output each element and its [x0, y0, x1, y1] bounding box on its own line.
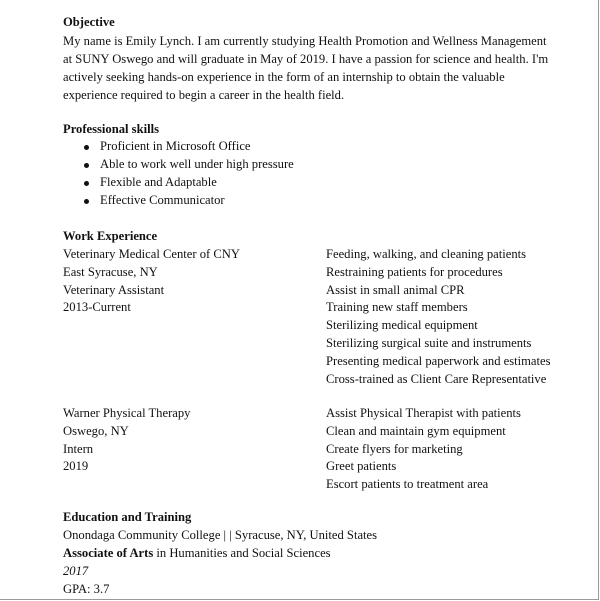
job-employer: Veterinary Medical Center of CNY: [63, 247, 240, 261]
duty-item: Cross-trained as Client Care Representative: [326, 371, 547, 386]
education-gpa: GPA: 3.7: [63, 582, 110, 596]
education-year: 2017: [63, 564, 89, 578]
skills-heading: Professional skills: [63, 122, 159, 136]
job-1-details: [63, 246, 240, 317]
bullet-icon: [84, 181, 89, 186]
duty-item: Assist Physical Therapist with patients: [326, 406, 521, 420]
duty-item: Clean and maintain gym equipment: [326, 423, 506, 438]
duty-item: Presenting medical paperwork and estimates: [326, 353, 551, 368]
skill-item: Able to work well under high pressure: [63, 156, 294, 174]
degree-field: in Humanities and Social Sciences: [153, 546, 331, 560]
duty-item: Restraining patients for procedures: [326, 264, 503, 279]
objective-line-3: actively seeking hands-on experience in the form of an internship to obtain the valuable: [63, 70, 505, 84]
job-employer: Warner Physical Therapy: [63, 406, 191, 420]
education-degree: [63, 545, 331, 563]
work-heading: Work Experience: [63, 229, 158, 243]
job-2-duties: [326, 405, 521, 494]
duty-item: Feeding, walking, and cleaning patients: [326, 247, 527, 261]
objective-heading: Objective: [63, 15, 115, 29]
job-location: Oswego, NY: [63, 423, 129, 438]
duty-item: Sterilizing medical equipment: [326, 318, 478, 333]
bullet-icon: [84, 163, 89, 168]
job-1-duties: [326, 246, 551, 388]
duty-item: Escort patients to treatment area: [326, 477, 489, 492]
degree-name: Associate of Arts: [63, 546, 154, 560]
skill-item: Effective Communicator: [63, 192, 294, 210]
job-2-details: [63, 405, 190, 476]
job-dates: 2013-Current: [63, 300, 131, 315]
duty-item: Greet patients: [326, 459, 397, 474]
objective-line-1: My name is Emily Lynch. I am currently studying Health Promotion and Wellness Management: [63, 34, 547, 48]
objective-line-2: at SUNY Oswego and will graduate in May of 2019. I have a passion for science and health. I'm: [63, 52, 549, 66]
skill-item: Flexible and Adaptable: [63, 174, 294, 192]
education-heading: Education and Training: [63, 510, 192, 524]
education-school: Onondaga Community College | | Syracuse, NY, United States: [63, 528, 378, 542]
duty-item: Assist in small animal CPR: [326, 282, 465, 297]
duty-item: Create flyers for marketing: [326, 441, 463, 456]
bullet-icon: [84, 145, 89, 150]
job-title: Veterinary Assistant: [63, 282, 165, 297]
skill-item: Proficient in Microsoft Office: [63, 138, 294, 156]
duty-item: Training new staff members: [326, 300, 468, 315]
skills-list: [63, 138, 294, 210]
objective-line-4: experience required to begin a career in the health field.: [63, 88, 345, 102]
job-location: East Syracuse, NY: [63, 264, 158, 279]
duty-item: Sterilizing surgical suite and instruments: [326, 335, 532, 350]
job-dates: 2019: [63, 459, 89, 474]
job-title: Intern: [63, 441, 94, 456]
bullet-icon: [84, 199, 89, 204]
